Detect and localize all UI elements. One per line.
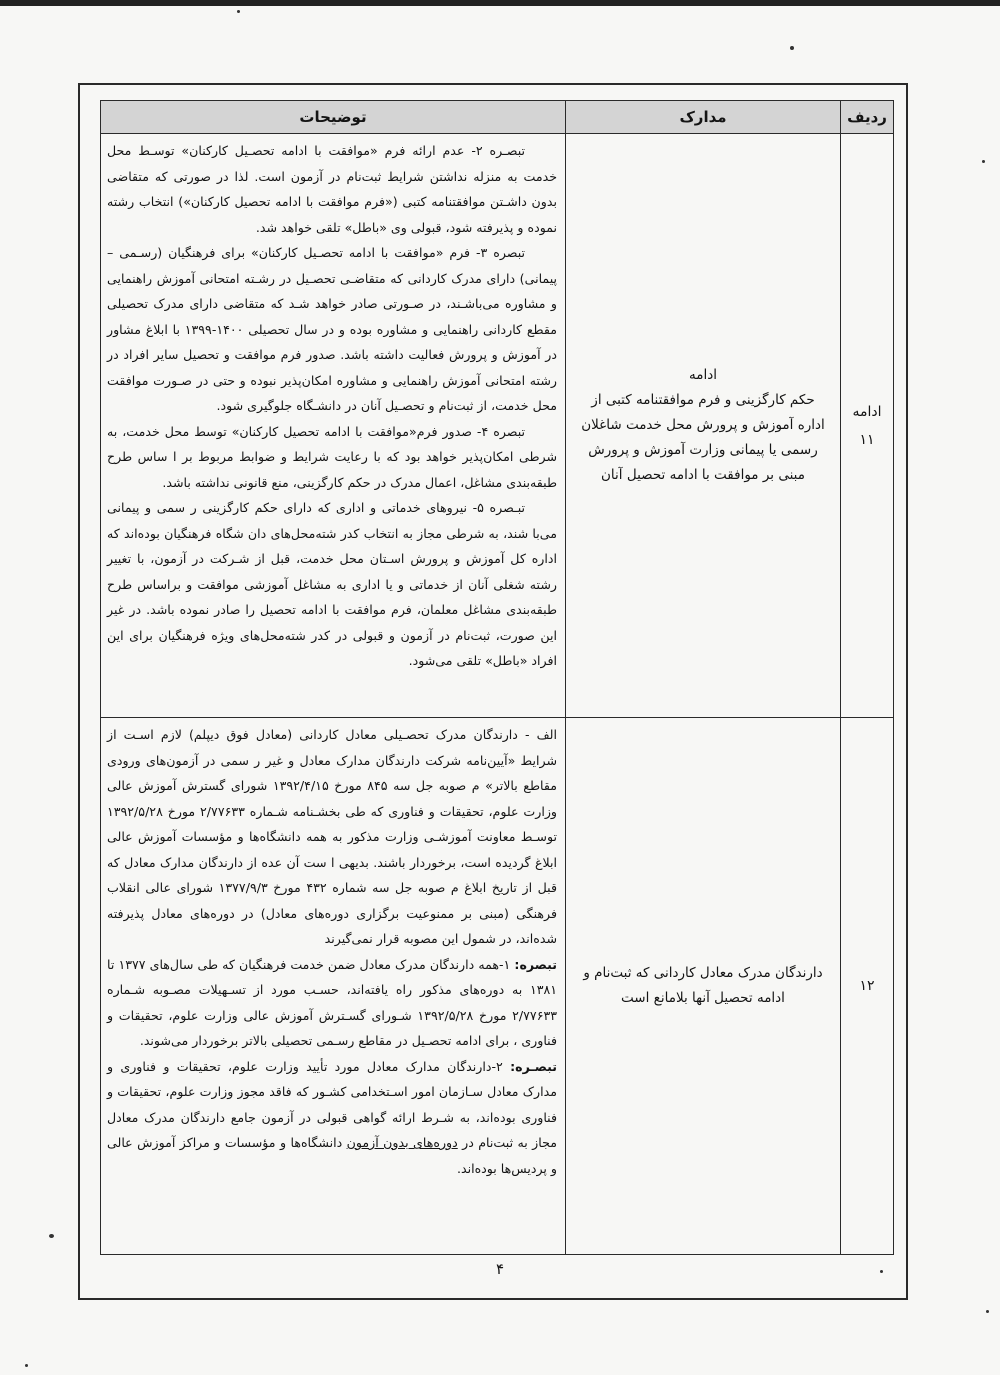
scan-speck [982, 160, 985, 163]
requirements-table [100, 100, 894, 1255]
header-documents: مدارک [566, 101, 841, 134]
documents-text: حکم کارگزینی و فرم موافقتنامه کتبی از اداره آموزش و پرورش محل خدمت شاغلان رسمی یا پیمانی وزارت آموزش و پرورش مبنی بر موافقت با ادامه تحصیل آنان [581, 392, 825, 483]
documents-text: دارندگان مدرک معادل کاردانی که ثبت‌نام و ادامه تحصیل آنها بلامانع است [583, 965, 823, 1006]
documents-cell [566, 134, 841, 718]
note-1-paragraph [107, 952, 557, 1054]
note-label: تبصره: [514, 956, 557, 972]
note-2-paragraph: تبصـره ۲- عدم ارائه فرم «موافقت با ادامه تحصـیل کارکنان» توسـط محل خدمت به منزله نداشتن شرایط ثبت‌نام در آزمون است. لذا در صورتی که متقاضی بدون داشـتن موافقتنامه کتبی («فرم موافقت با ادامه تحصیل کارکنان») انتخاب رشته نموده و پذیرفته شود، قبولی وی «باطل» تلقی خواهد شد. [107, 143, 557, 235]
note-3-paragraph: تبصره ۳- فرم «موافقت با ادامه تحصـیل کارکنان» برای فرهنگیان (رسـمی – پیمانی) دارای مدرک کاردانی که متقاضـی تحصـیل در رشـته امتحانی آموزش راهنمایی و مشاوره می‌باشـند، در صـورتی صادر خواهد شـد که متقاضی دارای مدرک تحصیلی مقطع کاردانی راهنمایی و مشاوره بوده و در سال تحصیلی ۱۴۰۰-۱۳۹۹ با ابلاغ مشاور در آموزش و پرورش فعالیت داشته باشد. صدور فرم موافقت و تحصیل سایر افراد در رشته امتحانی آموزش راهنمایی و مشاوره امکان‌پذیر نبوده و حتی در صـورت موافقت محل خدمت، از ثبت‌نام و تحصـیل آنان در دانشـگاه جلوگیری شود. [107, 245, 557, 413]
note-2-paragraph [107, 1054, 557, 1182]
scan-speck [49, 1234, 54, 1238]
description-cell [101, 134, 566, 718]
row-number-cell [841, 134, 894, 718]
header-row-number: ردیف [841, 101, 894, 134]
scan-speck [25, 1364, 28, 1367]
note-text: ۱-همه دارندگان مدرک معادل ضمن خدمت فرهنگیان که طی سال‌های ۱۳۷۷ تا ۱۳۸۱ به دوره‌های مذکور راه یافته‌اند، حسـب مورد از تسـهیلات مصـوبه شـماره ۲/۷۷۶۳۳ مورخ ۱۳۹۲/۵/۲۸ شـورای گسـترش آموزش عالی وزارت علوم، تحقیقات و فناوری ، برای ادامه تحصـیل در مقاطع رسـمی تحصیلی بالاتر برخوردار می‌شوند. [107, 956, 557, 1048]
table-row [101, 134, 894, 718]
scan-speck [986, 1310, 989, 1313]
description-cell [101, 718, 566, 1255]
underlined-term: دوره‌های بدون آزمون [346, 1135, 458, 1150]
header-description: توضیحات [101, 101, 566, 134]
table-header-row [101, 101, 894, 134]
row-number: ۱۲ [859, 978, 875, 994]
documents-continued: ادامه [689, 367, 717, 383]
scan-speck [880, 1270, 883, 1273]
clause-a-paragraph: الف - دارندگان مدرک تحصـیلی معادل کاردانی (معادل فوق دیپلم) لازم اسـت از شرایط «آیین‌نامه شرکت دارندگان مدارک معادل و غیر ر سمی در آزمون‌های ورودی مقاطع بالاتر» م صوبه جل سه ۸۴۵ مورخ ۱۳۹۲/۴/۱۵ شورای گسترش آموزش عالی وزارت علوم، تحقیقات و فناوری که طی بخشـنامه شـماره ۲/۷۷۶۳۳ مورخ ۱۳۹۲/۵/۲۸ توسـط معاونت آموزشـی وزارت مذکور به همه دانشگاه‌ها و مؤسسات آموزش عالی ابلاغ گردیده است، برخوردار باشند. بدیهی ا ست آن عده از دارندگان مدارک معادل که قبل از تاریخ ابلاغ م صوبه جل سه شماره ۴۳۲ مورخ ۱۳۷۷/۹/۳ شورای عالی انقلاب فرهنگی (مبنی بر ممنوعیت برگزاری دوره‌های معادل) در دوره‌های معادل پذیرفته شده‌اند، در شمول این مصوبه قرار نمی‌گیرند [107, 727, 557, 946]
row-number-continued: ادامه [852, 403, 882, 420]
table-row [101, 718, 894, 1255]
row-number: ۱۱ [859, 431, 875, 448]
note-5-paragraph: تبـصره ۵- نیروهای خدماتی و اداری که دارای حکم کارگزینی ر سمی و پیمانی می‌با شند، به شرطی مجاز به انتخاب کدر شته‌محل‌های دان شگاه فرهنگیان بوده‌اند که اداره کل آموزش و پرورش اسـتان محل خدمت، قبل از شـرکت در آزمون، با تغییر رشته شغلی آنان از خدماتی و یا اداری به مشاغل آموزشی موافقت و براساس طرح طبقه‌بندی مشاغل معلمان، فرم موافقت با ادامه تحصیل را صادر نموده باشد. در غیر این صورت، ثبت‌نام در آزمون و قبولی در کدر شته‌محل‌های ویژه فرهنگیان برای این افراد «باطل» تلقی می‌شود. [107, 500, 557, 668]
documents-cell [566, 718, 841, 1255]
note-text: ۲-دارندگان مدارک معادل مورد تأیید وزارت علوم، تحقیقات و فناوری و مدارک معادل سـازمان امور اسـتخدامی کشـور که فاقد مجوز وزارت علوم، تحقیقات و فناوری بوده‌اند، به شـرط ارائه گواهی قبولی در آزمون جامع دارندگان مدرک معادل مجاز به ثبت‌نام در [107, 1058, 557, 1150]
page-number: ۴ [495, 1260, 505, 1278]
note-label: تبصـره: [510, 1058, 557, 1074]
note-text-end: دانشگاه‌ها و مؤسسات و مراکز آموزش عالی و پردیس‌ها بوده‌اند. [107, 1135, 557, 1176]
scan-speck [790, 46, 794, 50]
scan-top-edge [0, 0, 1000, 6]
scan-speck [237, 10, 240, 13]
note-4-paragraph: تبصره ۴- صدور فرم«موافقت با ادامه تحصیل کارکنان» توسط محل خدمت، به شرطی امکان‌پذیر خواهد بود که با رعایت شرایط و ضوابط مربوط بر ا ساس طرح طبقه‌بندی مشاغل، اعمال مدرک در حکم کارگزینی، منع قانونی نداشته باشد. [107, 423, 557, 490]
row-number-cell [841, 718, 894, 1255]
